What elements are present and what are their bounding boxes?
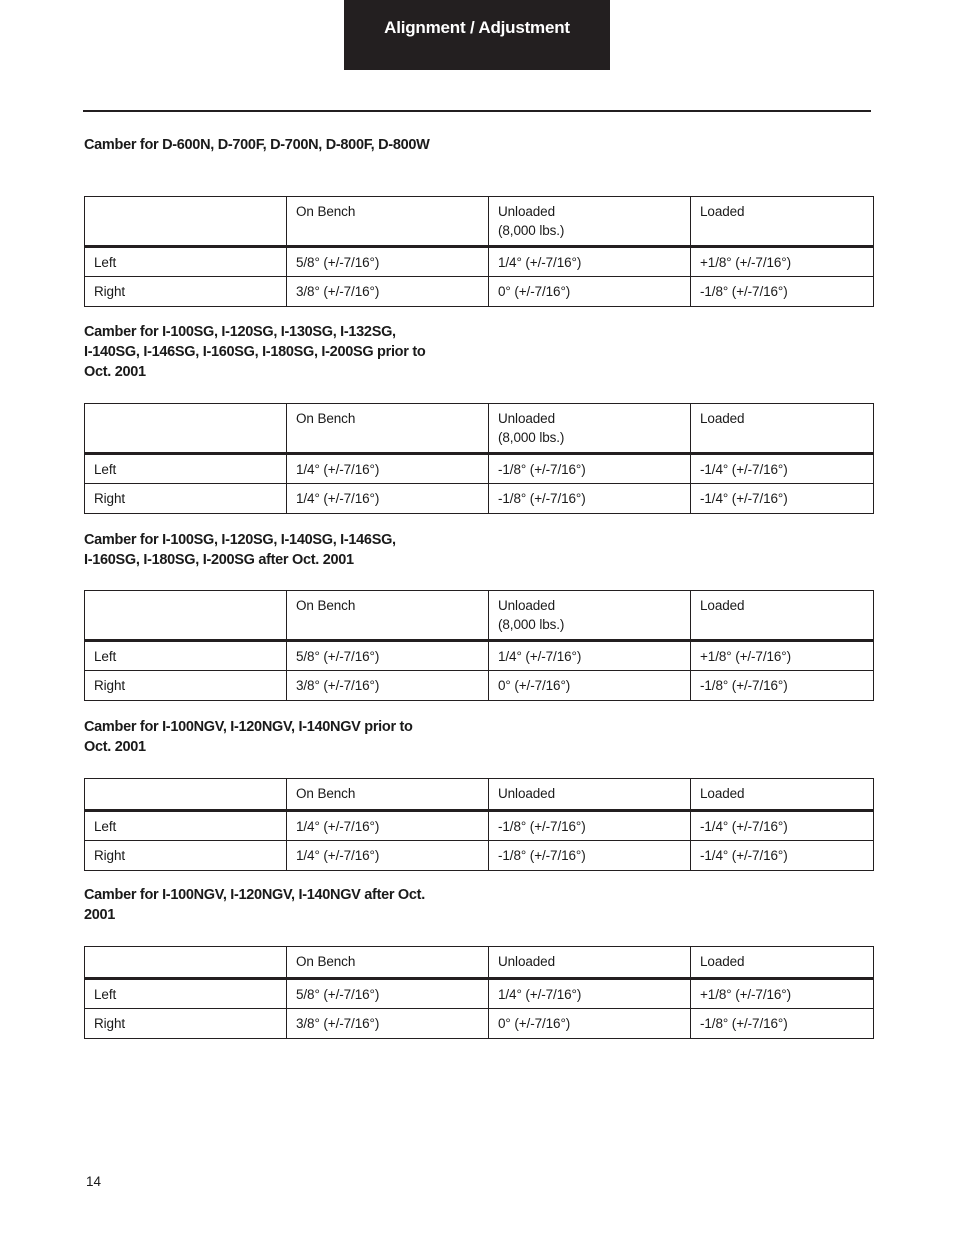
unloaded-note: (8,000 lbs.) [498, 223, 565, 238]
table-cell: Right [85, 841, 287, 871]
table-cell: Left [85, 641, 287, 671]
table-cell: -1/4° (+/-7/16°) [691, 454, 874, 484]
camber-table [84, 778, 874, 871]
table-cell: 1/4° (+/-7/16°) [287, 811, 489, 841]
column-header-unloaded: Unloaded [489, 779, 691, 811]
camber-table [84, 196, 874, 307]
table-cell: -1/8° (+/-7/16°) [489, 454, 691, 484]
table-header-row [85, 404, 874, 454]
unloaded-note: (8,000 lbs.) [498, 617, 565, 632]
table-row [85, 841, 874, 871]
table-cell: -1/4° (+/-7/16°) [691, 484, 874, 514]
camber-table [84, 946, 874, 1039]
table-cell: +1/8° (+/-7/16°) [691, 247, 874, 277]
table-cell: 1/4° (+/-7/16°) [287, 454, 489, 484]
table-cell: -1/4° (+/-7/16°) [691, 841, 874, 871]
column-header-loaded: Loaded [691, 591, 874, 641]
table-row [85, 454, 874, 484]
unloaded-label: Unloaded [498, 411, 555, 426]
table-row [85, 484, 874, 514]
table-cell: 0° (+/-7/16°) [489, 277, 691, 307]
table-cell: -1/8° (+/-7/16°) [489, 841, 691, 871]
table-cell: 3/8° (+/-7/16°) [287, 1009, 489, 1039]
table-cell: 1/4° (+/-7/16°) [489, 979, 691, 1009]
unloaded-label: Unloaded [498, 598, 555, 613]
page-number: 14 [86, 1174, 102, 1189]
section-heading: Camber for I-100SG, I-120SG, I-140SG, I-146SG, I-160SG, I-180SG, I-200SG after Oct. 2001 [84, 532, 396, 568]
table-cell: 1/4° (+/-7/16°) [287, 841, 489, 871]
unloaded-label: Unloaded [498, 204, 555, 219]
column-header-unloaded [489, 591, 691, 641]
table-cell: Right [85, 1009, 287, 1039]
table-cell: Left [85, 979, 287, 1009]
table-cell: -1/8° (+/-7/16°) [691, 671, 874, 701]
unloaded-note: (8,000 lbs.) [498, 430, 565, 445]
column-header-blank [85, 947, 287, 979]
table-header-row [85, 591, 874, 641]
section-header-tab [344, 0, 610, 70]
camber-table [84, 403, 874, 514]
table-cell: Right [85, 671, 287, 701]
header-rule [83, 110, 871, 112]
table-row [85, 671, 874, 701]
table-cell: 1/4° (+/-7/16°) [287, 484, 489, 514]
section-heading: Camber for I-100SG, I-120SG, I-130SG, I-132SG, I-140SG, I-146SG, I-160SG, I-180SG, I-200SG prior to Oct. 2001 [84, 324, 426, 380]
table-cell: +1/8° (+/-7/16°) [691, 979, 874, 1009]
table-cell: Right [85, 277, 287, 307]
column-header-loaded: Loaded [691, 947, 874, 979]
section-heading: Camber for I-100NGV, I-120NGV, I-140NGV prior to Oct. 2001 [84, 719, 413, 755]
column-header-blank [85, 404, 287, 454]
column-header-on-bench: On Bench [287, 404, 489, 454]
column-header-unloaded [489, 197, 691, 247]
table-row [85, 277, 874, 307]
column-header-unloaded: Unloaded [489, 947, 691, 979]
table-cell: Left [85, 454, 287, 484]
table-cell: -1/8° (+/-7/16°) [489, 484, 691, 514]
table-cell: 0° (+/-7/16°) [489, 671, 691, 701]
column-header-unloaded [489, 404, 691, 454]
table-cell: 3/8° (+/-7/16°) [287, 671, 489, 701]
table-cell: -1/4° (+/-7/16°) [691, 811, 874, 841]
table-cell: +1/8° (+/-7/16°) [691, 641, 874, 671]
table-cell: Left [85, 811, 287, 841]
camber-table [84, 590, 874, 701]
table-cell: 5/8° (+/-7/16°) [287, 247, 489, 277]
table-header-row [85, 779, 874, 811]
table-header-row [85, 197, 874, 247]
table-cell: Right [85, 484, 287, 514]
column-header-on-bench: On Bench [287, 591, 489, 641]
table-cell: 5/8° (+/-7/16°) [287, 979, 489, 1009]
column-header-on-bench: On Bench [287, 197, 489, 247]
section-heading: Camber for I-100NGV, I-120NGV, I-140NGV after Oct. 2001 [84, 887, 425, 923]
column-header-blank [85, 591, 287, 641]
column-header-blank [85, 779, 287, 811]
table-cell: 0° (+/-7/16°) [489, 1009, 691, 1039]
section-header-title: Alignment / Adjustment [384, 18, 570, 37]
table-row [85, 1009, 874, 1039]
table-cell: 1/4° (+/-7/16°) [489, 641, 691, 671]
column-header-loaded: Loaded [691, 404, 874, 454]
table-cell: Left [85, 247, 287, 277]
column-header-on-bench: On Bench [287, 947, 489, 979]
table-row [85, 641, 874, 671]
column-header-blank [85, 197, 287, 247]
table-row [85, 247, 874, 277]
table-row [85, 811, 874, 841]
table-cell: -1/8° (+/-7/16°) [489, 811, 691, 841]
table-cell: -1/8° (+/-7/16°) [691, 277, 874, 307]
table-cell: -1/8° (+/-7/16°) [691, 1009, 874, 1039]
column-header-on-bench: On Bench [287, 779, 489, 811]
table-row [85, 979, 874, 1009]
column-header-loaded: Loaded [691, 779, 874, 811]
table-cell: 5/8° (+/-7/16°) [287, 641, 489, 671]
table-header-row [85, 947, 874, 979]
section-heading: Camber for D-600N, D-700F, D-700N, D-800F, D-800W [84, 137, 430, 153]
column-header-loaded: Loaded [691, 197, 874, 247]
table-cell: 3/8° (+/-7/16°) [287, 277, 489, 307]
table-cell: 1/4° (+/-7/16°) [489, 247, 691, 277]
